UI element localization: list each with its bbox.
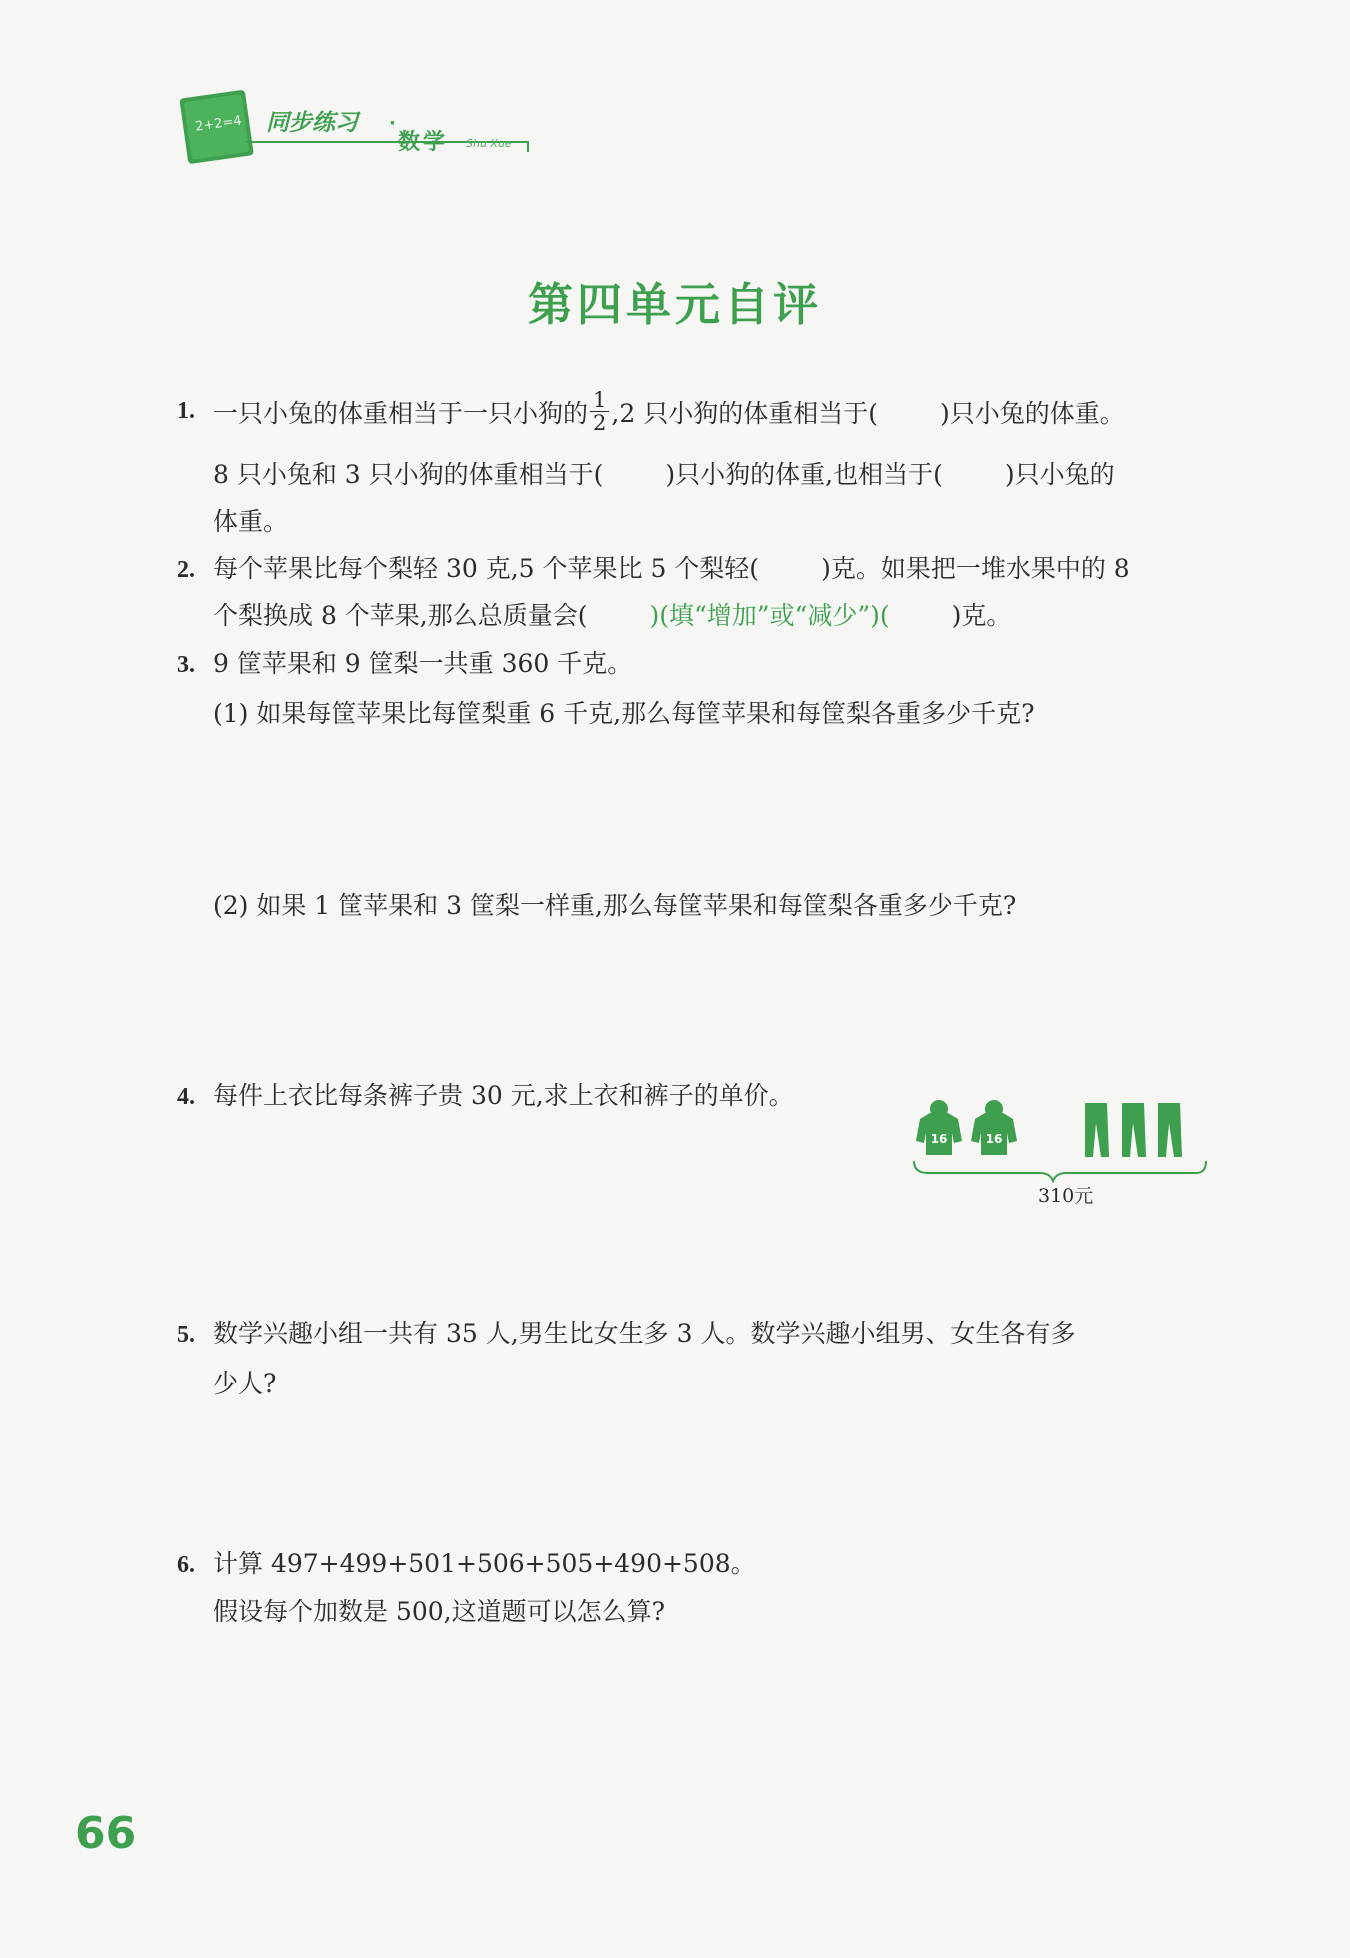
- total-price: 310元: [1038, 1185, 1094, 1207]
- q1-text-b: ,2 只小狗的体重相当于(: [611, 399, 878, 428]
- page-title: 第四单元自评: [527, 278, 822, 331]
- pants-icon: [1122, 1103, 1146, 1157]
- subject-label: 数学: [398, 130, 449, 155]
- q1-line1: [213, 388, 1125, 438]
- pants-icon: [1085, 1103, 1109, 1157]
- q2-line2: [213, 599, 1011, 633]
- fraction-numerator: 1: [590, 389, 609, 412]
- q2-line2-a: 个梨换成 8 个苹果,那么总质量会(: [213, 601, 588, 630]
- q4-text: 每件上衣比每条裤子贵 30 元,求上衣和裤子的单价。: [213, 1081, 794, 1110]
- shirt-number-1: 16: [930, 1132, 948, 1146]
- clothes-illustration: [908, 1093, 1208, 1183]
- q2-text-b: )克。如果把一堆水果中的 8: [821, 554, 1130, 583]
- brace: [914, 1161, 1206, 1181]
- q5-number: 5.: [177, 1322, 195, 1348]
- q2-line1: [213, 552, 1130, 586]
- q3-text: 9 筐苹果和 9 筐梨一共重 360 千克。: [213, 649, 633, 678]
- q3-number: 3.: [177, 652, 195, 678]
- clothes-figure: [908, 1093, 1208, 1218]
- q1-number: 1.: [177, 398, 195, 424]
- q6-line1: 计算 497+499+501+506+505+490+508。: [213, 1549, 756, 1578]
- q6-number: 6.: [177, 1552, 195, 1578]
- q5-line2: 少人?: [213, 1369, 277, 1398]
- header-dot: ·: [389, 113, 396, 134]
- q4-number: 4.: [177, 1084, 195, 1110]
- shirt-icon: [916, 1100, 962, 1155]
- q1-line2-b: )只小狗的体重,也相当于(: [665, 460, 943, 489]
- q2-line2-c: )克。: [951, 601, 1012, 630]
- q3-sub1: (1) 如果每筐苹果比每筐梨重 6 千克,那么每筐苹果和每筐梨各重多少千克?: [213, 699, 1035, 728]
- q1-line3: 体重。: [213, 507, 289, 536]
- q1-text-c: )只小兔的体重。: [939, 399, 1125, 428]
- chalk-text: 2+2=4: [194, 113, 243, 135]
- q1-line2: [213, 458, 1115, 492]
- page-number: 66: [75, 1808, 137, 1859]
- q1-line2-a: 8 只小兔和 3 只小狗的体重相当于(: [213, 460, 604, 489]
- q1-text-a: 一只小兔的体重相当于一只小狗的: [213, 399, 589, 428]
- shirt-number-2: 16: [985, 1132, 1003, 1146]
- series-label: 同步练习: [266, 110, 358, 136]
- q5-line1: 数学兴趣小组一共有 35 人,男生比女生多 3 人。数学兴趣小组男、女生各有多: [213, 1319, 1076, 1348]
- fraction-denominator: 2: [593, 411, 607, 435]
- q6-line2: 假设每个加数是 500,这道题可以怎么算?: [213, 1597, 666, 1626]
- pinyin-label: Shu Xue: [466, 137, 512, 150]
- fraction-half: [590, 389, 609, 434]
- q3-sub2: (2) 如果 1 筐苹果和 3 筐梨一样重,那么每筐苹果和每筐梨各重多少千克?: [213, 891, 1017, 920]
- shirt-icon: [971, 1100, 1017, 1155]
- q2-text-a: 每个苹果比每个梨轻 30 克,5 个苹果比 5 个梨轻(: [213, 554, 760, 583]
- header-badge: [176, 80, 536, 175]
- q2-hint: )(填“增加”或“减少”)(: [649, 601, 890, 630]
- q2-number: 2.: [177, 557, 195, 583]
- q1-line2-c: )只小兔的: [1004, 460, 1115, 489]
- pants-icon: [1158, 1103, 1182, 1157]
